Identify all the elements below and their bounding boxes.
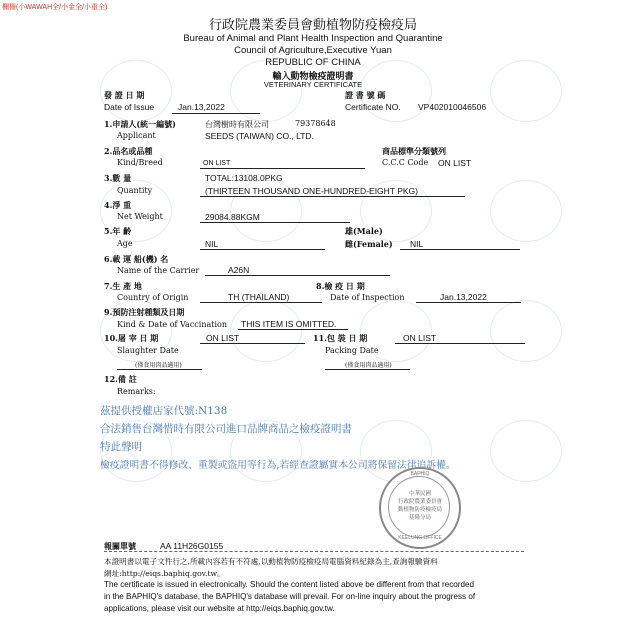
issue-date-value: Jan.13,2022 <box>178 102 225 112</box>
note-en-2: in the BAPHIQ's database, the BAPHIQ's database will prevail. For on-line inquiry about the progress of <box>104 592 476 601</box>
note-en-3: applications, please visit our website at http://eiqs.baphiq.gov.tw. <box>104 604 335 613</box>
qty-en: Quantity <box>117 186 153 195</box>
sex-value: NIL <box>410 239 424 249</box>
issue-date-cn: 發 證 日 期 <box>104 90 145 100</box>
packing-note: (僅食用肉品適用) <box>345 362 392 369</box>
applicant-en: Applicant <box>117 131 156 140</box>
carrier-value: A26N <box>228 265 250 275</box>
carrier-cn: 6.載 運 船(機) 名 <box>104 254 169 264</box>
packing-en: Packing Date <box>325 346 379 355</box>
net-cn: 4.淨 重 <box>104 200 132 210</box>
inspect-cn: 8.檢 疫 日 期 <box>316 281 365 291</box>
age-cn: 5.年 齡 <box>104 226 132 236</box>
remarks-cn: 12.備 註 <box>104 374 137 384</box>
official-stamp <box>379 467 461 549</box>
issue-date-en: Date of Issue <box>104 102 155 112</box>
male-label: 雄(Male) <box>345 226 383 236</box>
overlay-line-2: 合法銷售台灣惜時有限公司進口品牌商品之檢疫證明書 <box>100 423 352 435</box>
header-title-en3: REPUBLIC OF CHINA <box>265 57 361 68</box>
slaughter-note: (僅食用肉品適用) <box>135 362 182 369</box>
qty-cn: 3.數 量 <box>104 173 132 183</box>
inspect-en: Date of Inspection <box>330 293 405 302</box>
cert-no-value: VP402010046506 <box>418 102 487 112</box>
applicant-cn: 1.申請人(統一編號) <box>104 119 176 129</box>
stamp-line1: 中華民國 <box>408 491 431 497</box>
ccc-cn: 商品標準分類號列 <box>382 146 446 156</box>
note-cn-1: 本證明書以電子文件行之,所載內容若有不符處,以動植物防疫檢疫局電腦資料紀錄為主,查詢報驗資料 <box>104 557 438 566</box>
net-value: 29084.88KGM <box>205 212 260 222</box>
top-tag: 欄柵(小WAWAH全/小金全/小重全) <box>2 4 108 11</box>
stamp-ring-bottom: KEELUNG OFFICE <box>398 535 442 541</box>
slaughter-value: ON LIST <box>206 333 240 343</box>
report-value: AA 11H26G0155 <box>160 541 224 551</box>
carrier-en: Name of the Carrier <box>117 266 200 275</box>
header-title-en1: Bureau of Animal and Plant Health Inspection and Quarantine <box>183 33 443 44</box>
overlay-line-1: 茲提供授權店家代號:N138 <box>100 405 228 417</box>
applicant-id: 79378648 <box>295 119 336 128</box>
remarks-en: Remarks: <box>117 387 156 396</box>
net-en: Net Weight <box>117 212 163 221</box>
female-label: 雌(Female) <box>345 239 393 249</box>
origin-value: TH (THAILAND) <box>228 292 290 302</box>
applicant-cn-value: 台灣樹時有限公司 <box>205 120 269 129</box>
vacc-en: Kind & Date of Vaccination <box>117 320 228 329</box>
overlay-line-3: 特此聲明 <box>100 441 142 453</box>
stamp-ring-top: BAPHIQ <box>410 471 430 477</box>
age-en: Age <box>117 239 133 248</box>
overlay-line-4: 檢疫證明書不得修改、重製或盜用等行為,若經查證屬實本公司將保留法律追訴權。 <box>100 460 456 471</box>
product-cn: 2.品名或品種 <box>104 146 153 156</box>
cert-title-en: VETERINARY CERTIFICATE <box>263 80 363 89</box>
vacc-value: THIS ITEM IS OMITTED. <box>241 319 337 329</box>
cert-title-cn: 輸入動物檢疫證明書 <box>272 72 354 82</box>
cert-no-en: Certificate NO. <box>345 102 401 112</box>
origin-cn: 7.生 產 地 <box>104 281 142 291</box>
applicant-value: SEEDS (TAIWAN) CO., LTD. <box>205 131 314 141</box>
stamp-line2: 行政院農業委員會 <box>397 499 442 505</box>
product-en: Kind/Breed <box>117 158 163 167</box>
slaughter-cn: 10.屠 宰 日 期 <box>104 333 159 343</box>
origin-en: Country of Origin <box>117 293 189 302</box>
ccc-en: C.C.C Code <box>382 158 429 167</box>
header-title-cn: 行政院農業委員會動植物防疫檢疫局 <box>208 18 417 33</box>
packing-cn: 11.包 裝 日 期 <box>313 333 368 343</box>
note-en-1: The certificate is issued in electronically. Should the content listed above be different from that recorded <box>104 580 474 589</box>
ccc-value: ON LIST <box>438 158 472 168</box>
vacc-cn: 9.預防注射種類及日期 <box>104 307 185 317</box>
header-title-en2: Council of Agriculture,Executive Yuan <box>234 45 392 56</box>
qty-value1: TOTAL:13108.0PKG <box>205 173 283 183</box>
report-label: 報關單號 <box>104 541 136 551</box>
age-value: NIL <box>205 239 219 249</box>
inspect-value: Jan.13,2022 <box>440 292 487 302</box>
cert-no-cn: 證 書 號 碼 <box>345 90 386 100</box>
stamp-line4: 基隆分局 <box>408 515 431 521</box>
slaughter-en: Slaughter Date <box>117 346 179 355</box>
stamp-line3: 動植物防疫檢疫局 <box>397 507 442 513</box>
product-value: ON LIST <box>203 160 231 167</box>
qty-value2: (THIRTEEN THOUSAND ONE-HUNDRED-EIGHT PKG) <box>205 186 418 196</box>
packing-value: ON LIST <box>403 333 437 343</box>
note-cn-2: 網址:http://eiqs.baphiq.gov.tw。 <box>104 569 225 578</box>
